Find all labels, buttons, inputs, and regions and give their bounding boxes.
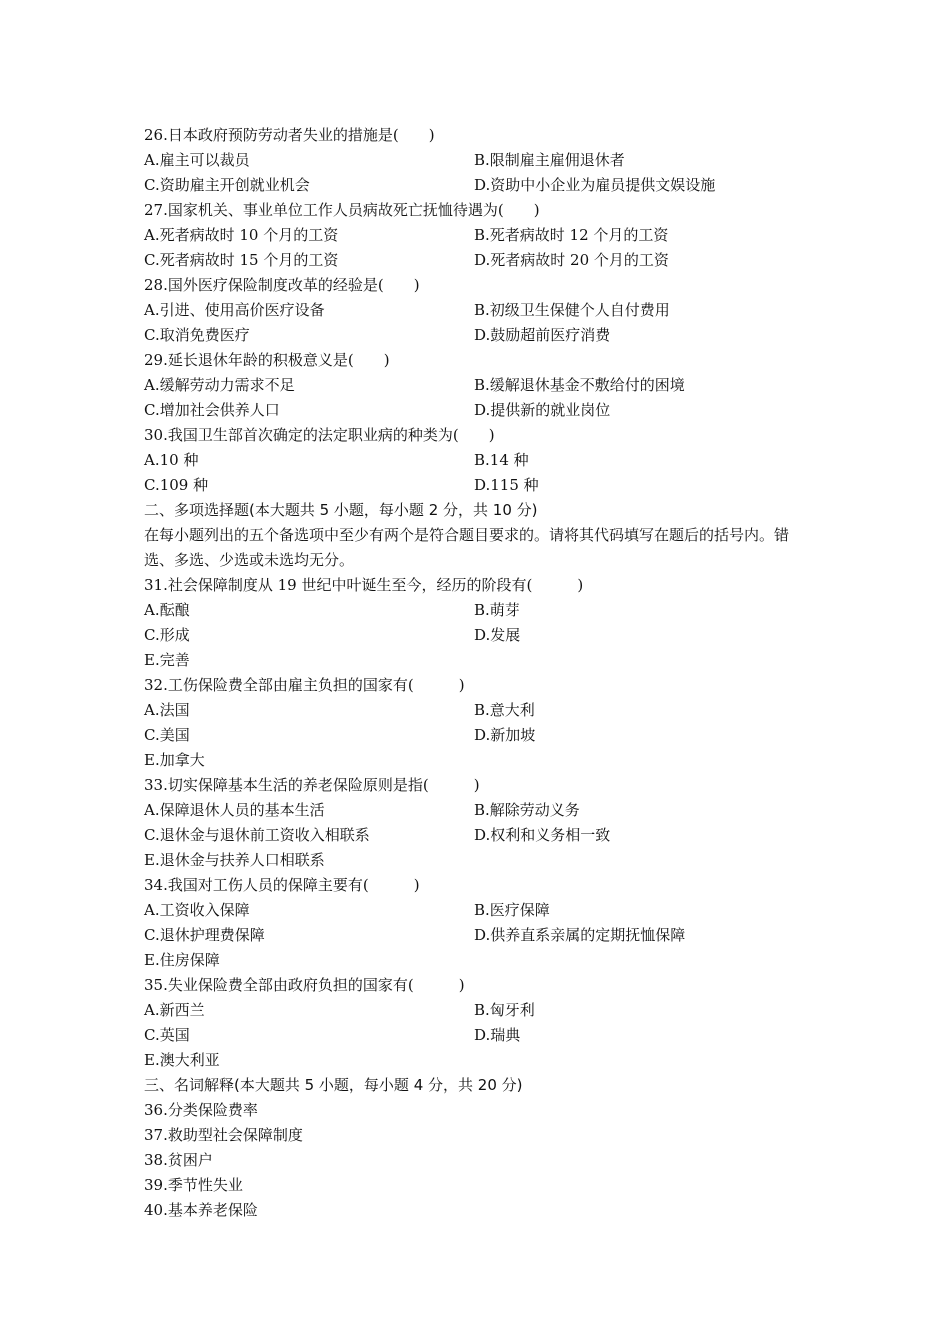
option-d: D.供养直系亲属的定期抚恤保障 — [474, 926, 686, 944]
option-d: D.发展 — [474, 626, 521, 644]
option-row — [144, 398, 814, 423]
exam-page — [144, 123, 814, 1223]
option-b: B.死者病故时 12 个月的工资 — [474, 226, 669, 244]
option-b: B.限制雇主雇佣退休者 — [474, 151, 625, 169]
question-stem: 34.我国对工伤人员的保障主要有( ) — [144, 876, 420, 894]
question-27 — [144, 198, 814, 273]
option-c: C.资助雇主开创就业机会 — [144, 176, 310, 194]
option-e: E.澳大利亚 — [144, 1051, 220, 1069]
section-2-title: 二、多项选择题(本大题共 5 小题，每小题 2 分，共 10 分) — [144, 501, 538, 519]
question-stem: 27.国家机关、事业单位工作人员病故死亡抚恤待遇为( ) — [144, 201, 540, 219]
option-b: B.萌芽 — [474, 601, 520, 619]
option-c: C.增加社会供养人口 — [144, 401, 280, 419]
question-stem: 26.日本政府预防劳动者失业的措施是( ) — [144, 126, 435, 144]
option-a: A.工资收入保障 — [144, 901, 250, 919]
option-d: D.新加坡 — [474, 726, 536, 744]
option-c: C.退休金与退休前工资收入相联系 — [144, 826, 370, 844]
question-stem: 31.社会保障制度从 19 世纪中叶诞生至今，经历的阶段有( ) — [144, 576, 584, 594]
option-row — [144, 148, 814, 173]
option-b: B.初级卫生保健个人自付费用 — [474, 301, 670, 319]
option-d: D.鼓励超前医疗消费 — [474, 326, 611, 344]
option-row — [144, 373, 814, 398]
option-b: B.解除劳动义务 — [474, 801, 580, 819]
option-a: A.酝酿 — [144, 601, 190, 619]
option-a: A.10 种 — [144, 451, 199, 469]
question-33 — [144, 773, 814, 873]
option-row — [144, 798, 814, 823]
option-a: A.雇主可以裁员 — [144, 151, 250, 169]
option-row — [144, 448, 814, 473]
option-row — [144, 998, 814, 1023]
option-d: D.权利和义务相一致 — [474, 826, 611, 844]
option-c: C.美国 — [144, 726, 190, 744]
question-26 — [144, 123, 814, 198]
question-stem: 33.切实保障基本生活的养老保险原则是指( ) — [144, 776, 480, 794]
option-e: E.退休金与扶养人口相联系 — [144, 851, 325, 869]
option-row — [144, 623, 814, 648]
option-a: A.新西兰 — [144, 1001, 205, 1019]
option-row — [144, 473, 814, 498]
option-a: A.保障退休人员的基本生活 — [144, 801, 325, 819]
question-29 — [144, 348, 814, 423]
option-row — [144, 898, 814, 923]
option-row — [144, 598, 814, 623]
term-item: 40.基本养老保险 — [144, 1201, 258, 1219]
term-item: 37.救助型社会保障制度 — [144, 1126, 303, 1144]
option-d: D.瑞典 — [474, 1026, 521, 1044]
option-c: C.英国 — [144, 1026, 190, 1044]
option-a: A.法国 — [144, 701, 190, 719]
question-stem: 35.失业保险费全部由政府负担的国家有( ) — [144, 976, 465, 994]
option-row — [144, 323, 814, 348]
question-32 — [144, 673, 814, 773]
option-row — [144, 223, 814, 248]
term-item: 36.分类保险费率 — [144, 1101, 258, 1119]
option-b: B.匈牙利 — [474, 1001, 535, 1019]
option-row — [144, 923, 814, 948]
question-stem: 29.延长退休年龄的积极意义是( ) — [144, 351, 390, 369]
option-d: D.资助中小企业为雇员提供文娱设施 — [474, 176, 716, 194]
question-stem: 30.我国卫生部首次确定的法定职业病的种类为( ) — [144, 426, 495, 444]
option-row — [144, 173, 814, 198]
term-item: 38.贫困户 — [144, 1151, 213, 1169]
option-e: E.住房保障 — [144, 951, 220, 969]
option-c: C.109 种 — [144, 476, 209, 494]
question-28 — [144, 273, 814, 348]
option-a: A.缓解劳动力需求不足 — [144, 376, 295, 394]
option-c: C.取消免费医疗 — [144, 326, 250, 344]
option-c: C.退休护理费保障 — [144, 926, 265, 944]
option-b: B.医疗保障 — [474, 901, 550, 919]
option-row — [144, 823, 814, 848]
option-row — [144, 248, 814, 273]
option-d: D.死者病故时 20 个月的工资 — [474, 251, 669, 269]
option-d: D.115 种 — [474, 476, 539, 494]
option-b: B.意大利 — [474, 701, 535, 719]
question-30 — [144, 423, 814, 498]
question-34 — [144, 873, 814, 973]
question-stem: 32.工伤保险费全部由雇主负担的国家有( ) — [144, 676, 465, 694]
option-c: C.死者病故时 15 个月的工资 — [144, 251, 339, 269]
option-row — [144, 723, 814, 748]
option-row — [144, 298, 814, 323]
section-3-title: 三、名词解释(本大题共 5 小题，每小题 4 分，共 20 分) — [144, 1076, 523, 1094]
option-a: A.引进、使用高价医疗设备 — [144, 301, 325, 319]
option-b: B.缓解退休基金不敷给付的困境 — [474, 376, 685, 394]
term-item: 39.季节性失业 — [144, 1176, 243, 1194]
option-row — [144, 698, 814, 723]
option-d: D.提供新的就业岗位 — [474, 401, 611, 419]
option-e: E.加拿大 — [144, 751, 205, 769]
section-2-instruction: 在每小题列出的五个备选项中至少有两个是符合题目要求的。请将其代码填写在题后的括号内。错选、多选、少选或未选均无分。 — [144, 526, 790, 569]
question-stem: 28.国外医疗保险制度改革的经验是( ) — [144, 276, 420, 294]
option-row — [144, 1023, 814, 1048]
question-31 — [144, 573, 814, 673]
question-35 — [144, 973, 814, 1073]
option-c: C.形成 — [144, 626, 190, 644]
option-b: B.14 种 — [474, 451, 529, 469]
option-a: A.死者病故时 10 个月的工资 — [144, 226, 339, 244]
option-e: E.完善 — [144, 651, 190, 669]
